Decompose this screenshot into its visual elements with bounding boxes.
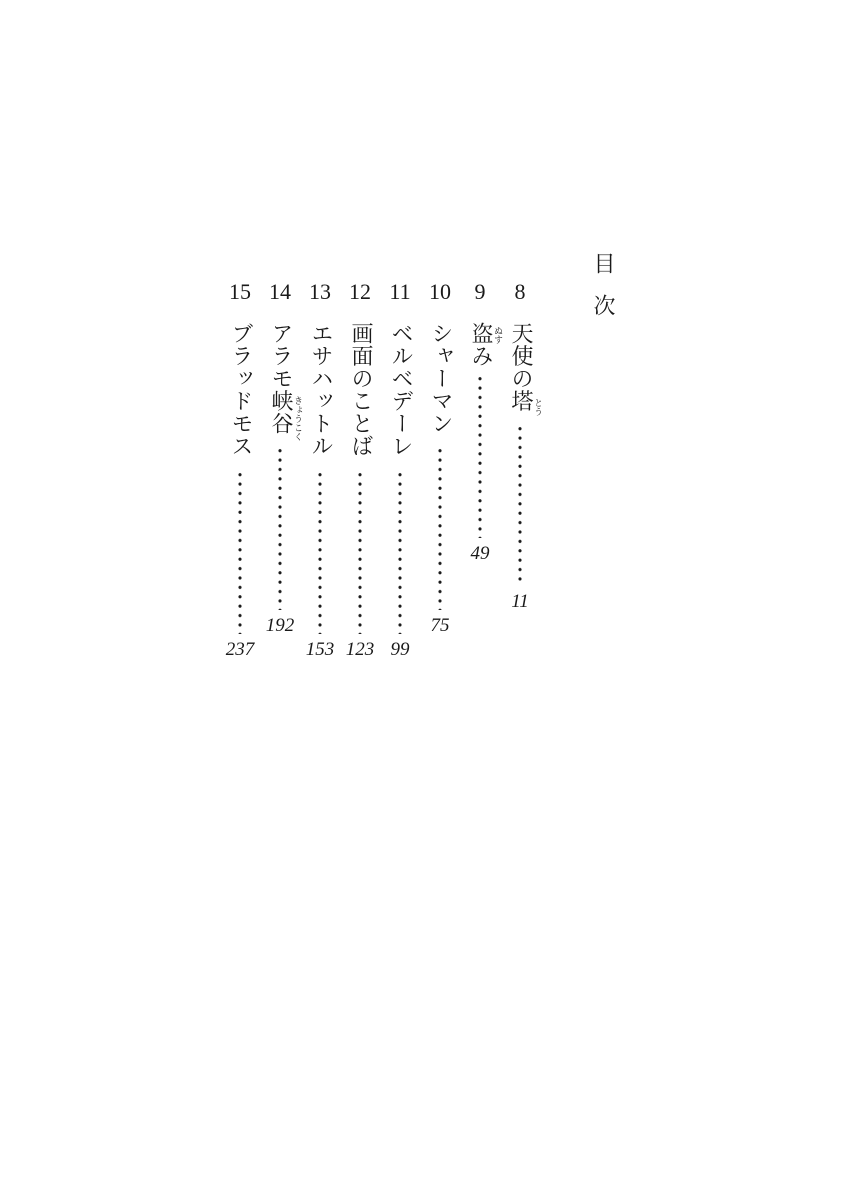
chapter-title[interactable]: アラモ峡谷: [268, 322, 293, 435]
toc-entry[interactable]: [340, 0, 380, 700]
toc-heading: 目次: [590, 252, 615, 336]
toc-entry[interactable]: [220, 0, 260, 700]
chapter-title[interactable]: エサハットル: [308, 322, 333, 457]
chapter-ruby: きょうこく: [292, 396, 302, 441]
toc-entry[interactable]: [260, 0, 300, 700]
chapter-title[interactable]: 盗み: [468, 322, 493, 367]
toc-entry[interactable]: [460, 0, 500, 700]
toc-entry[interactable]: [300, 0, 340, 700]
chapter-ruby: ぬす: [492, 326, 502, 344]
chapter-number: 11: [389, 279, 411, 304]
toc-entry[interactable]: [380, 0, 420, 700]
page-number[interactable]: 153: [305, 639, 335, 660]
page-number[interactable]: 99: [390, 639, 410, 660]
dot-leader: [238, 470, 242, 634]
page-number[interactable]: 237: [225, 639, 255, 660]
chapter-number: 14: [269, 279, 291, 304]
dot-leader: [438, 446, 442, 610]
page-number[interactable]: 49: [470, 543, 490, 564]
chapter-number: 12: [349, 279, 371, 304]
dot-leader: [518, 424, 522, 584]
chapter-ruby: とう: [532, 398, 542, 416]
chapter-title[interactable]: 天使の塔: [508, 322, 533, 412]
chapter-title[interactable]: ブラッドモス: [228, 322, 253, 457]
chapter-title[interactable]: シャーマン: [428, 322, 453, 435]
dot-leader: [478, 374, 482, 538]
toc-entry[interactable]: [420, 0, 460, 700]
chapter-title[interactable]: ベルベデーレ: [388, 322, 413, 457]
dot-leader: [398, 470, 402, 634]
toc-entry[interactable]: [500, 0, 540, 700]
chapter-number: 15: [229, 279, 251, 304]
dot-leader: [278, 446, 282, 610]
page-number[interactable]: 192: [265, 615, 295, 636]
chapter-title[interactable]: 画面のことば: [348, 322, 373, 457]
page-number[interactable]: 11: [511, 591, 529, 612]
chapter-number: 9: [474, 279, 486, 304]
page-number[interactable]: 75: [430, 615, 450, 636]
dot-leader: [358, 470, 362, 634]
page-number[interactable]: 123: [345, 639, 375, 660]
chapter-number: 8: [514, 279, 526, 304]
chapter-number: 13: [309, 279, 331, 304]
chapter-number: 10: [429, 279, 451, 304]
dot-leader: [318, 470, 322, 634]
